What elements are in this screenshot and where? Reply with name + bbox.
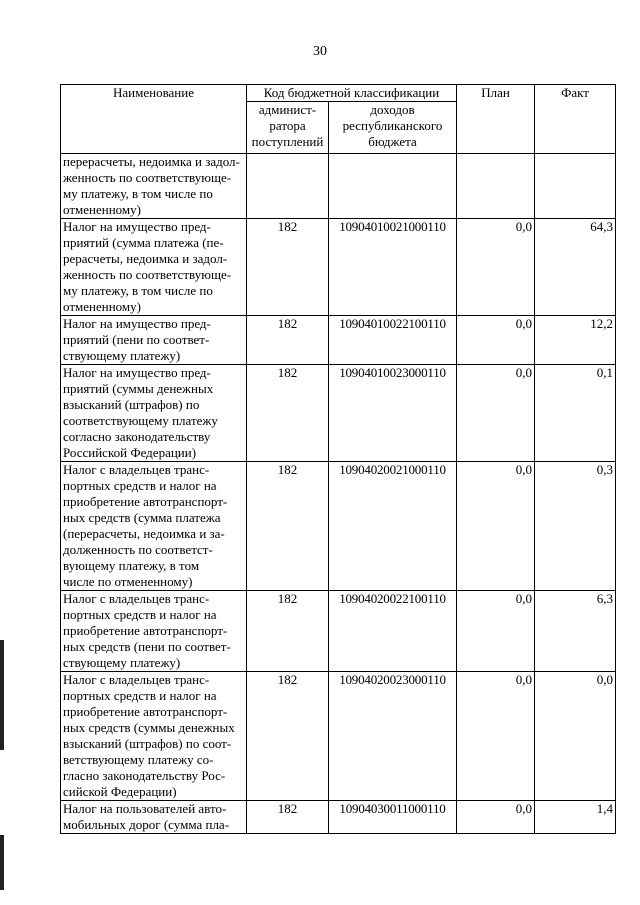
cell-fact: 0,3	[535, 462, 616, 591]
cell-name: Налог на имущество пред- приятий (пени по соответ- ствующему платежу)	[61, 316, 247, 365]
cell-name: Налог на имущество пред- приятий (сумма платежа (пе- рерасчеты, недоимка и задол- женность по соответствующе- му платежу, в том числе по отмененному)	[61, 219, 247, 316]
cell-name: Налог с владельцев транс- портных средств и налог на приобретение автотранспорт- ных средств (сумма платежа (перерасчеты, недоимка и за- долженность по соответст- вующему платежу, в том числе по отмененному)	[61, 462, 247, 591]
header-admin: админист- ратора поступлений	[247, 102, 329, 154]
table-row	[61, 462, 616, 591]
cell-code: 10904010021000110	[329, 219, 457, 316]
table-row	[61, 672, 616, 801]
cell-admin	[247, 154, 329, 219]
cell-plan: 0,0	[457, 316, 535, 365]
cell-name: Налог на пользователей авто- мобильных дорог (сумма пла-	[61, 801, 247, 834]
table-row	[61, 316, 616, 365]
header-plan: План	[457, 85, 535, 154]
page-number: 30	[313, 44, 327, 59]
cell-admin: 182	[247, 219, 329, 316]
cell-code: 10904020021000110	[329, 462, 457, 591]
header-fact: Факт	[535, 85, 616, 154]
cell-fact: 0,1	[535, 365, 616, 462]
cell-plan: 0,0	[457, 365, 535, 462]
cell-plan: 0,0	[457, 672, 535, 801]
cell-fact	[535, 154, 616, 219]
cell-code: 10904020022100110	[329, 591, 457, 672]
cell-name: перерасчеты, недоимка и задол- женность по соответствующе- му платежу, в том числе по отмененному)	[61, 154, 247, 219]
cell-code	[329, 154, 457, 219]
cell-plan: 0,0	[457, 219, 535, 316]
scan-edge-mark-lower	[0, 835, 4, 890]
cell-admin: 182	[247, 801, 329, 834]
cell-code: 10904010022100110	[329, 316, 457, 365]
cell-plan: 0,0	[457, 462, 535, 591]
cell-fact: 1,4	[535, 801, 616, 834]
cell-fact: 6,3	[535, 591, 616, 672]
header-name: Наименование	[61, 85, 247, 154]
cell-plan	[457, 154, 535, 219]
cell-fact: 64,3	[535, 219, 616, 316]
table-row	[61, 219, 616, 316]
cell-admin: 182	[247, 672, 329, 801]
cell-code: 10904030011000110	[329, 801, 457, 834]
cell-admin: 182	[247, 316, 329, 365]
table-row	[61, 801, 616, 834]
scan-edge-mark	[0, 640, 4, 750]
cell-code: 10904020023000110	[329, 672, 457, 801]
header-income: доходов республиканского бюджета	[329, 102, 457, 154]
cell-plan: 0,0	[457, 591, 535, 672]
cell-plan: 0,0	[457, 801, 535, 834]
cell-admin: 182	[247, 365, 329, 462]
cell-name: Налог с владельцев транс- портных средств и налог на приобретение автотранспорт- ных средств (пени по соответ- ствующему платежу)	[61, 591, 247, 672]
cell-name: Налог с владельцев транс- портных средств и налог на приобретение автотранспорт- ных средств (суммы денежных взысканий (штрафов) по соот- ветствующему платежу со- гласно законодательству Рос- сийской Федерации)	[61, 672, 247, 801]
header-code-group: Код бюджетной классификации	[247, 85, 457, 102]
table-row	[61, 591, 616, 672]
cell-fact: 0,0	[535, 672, 616, 801]
cell-admin: 182	[247, 591, 329, 672]
cell-name: Налог на имущество пред- приятий (суммы денежных взысканий (штрафов) по соответствующему платежу согласно законодательству Российской Федерации)	[61, 365, 247, 462]
cell-admin: 182	[247, 462, 329, 591]
table-row	[61, 365, 616, 462]
cell-fact: 12,2	[535, 316, 616, 365]
table-row	[61, 154, 616, 219]
cell-code: 10904010023000110	[329, 365, 457, 462]
budget-table	[60, 84, 616, 834]
